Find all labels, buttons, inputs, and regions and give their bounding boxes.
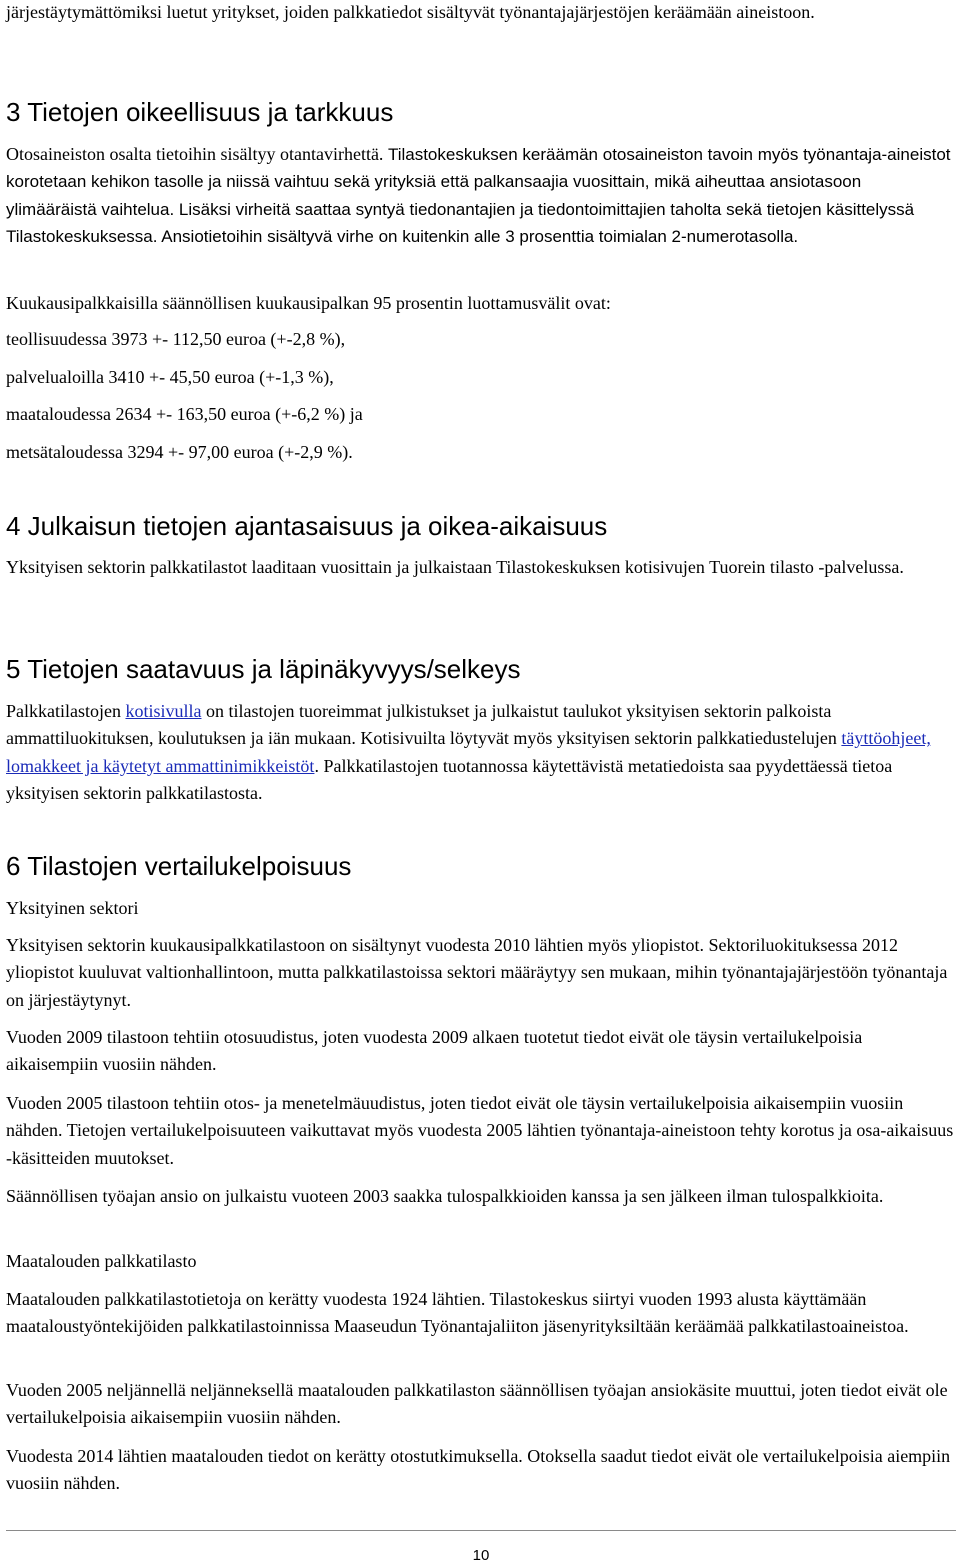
section-5-text-c: . Palkkatilastojen tuotannossa käytettävistä metatiedoista saa pyydettäessä tietoa yksityisen sektorin palkkatilastosta.	[6, 755, 893, 804]
page-number: 10	[472, 1547, 490, 1564]
agriculture-paragraph-3: Vuodesta 2014 lähtien maatalouden tiedot on kerätty otostutkimuksella. Otoksella saadut tiedot eivät ole vertailukelpoisia aiempiin vuosiin nähden.	[6, 1446, 951, 1494]
agriculture-paragraph-2: Vuoden 2005 neljännellä neljänneksellä maatalouden palkkatilaston säännöllisen työajan ansiokäsite muuttui, joten tiedot eivät ole vertailukelpoisia aikaisempiin vuosiin nähden.	[6, 1380, 948, 1428]
confidence-interval-services: palvelualoilla 3410 +- 45,50 euroa (+-1,3 %),	[6, 367, 334, 387]
section-3-paragraph-1	[6, 141, 956, 251]
confidence-interval-forestry: metsätaloudessa 3294 +- 97,00 euroa (+-2,9 %).	[6, 442, 353, 462]
section-4-paragraph: Yksityisen sektorin palkkatilastot laaditaan vuosittain ja julkaistaan Tilastokeskuksen kotisivujen Tuorein tilasto -palvelussa.	[6, 557, 904, 577]
subheading-agriculture-wages: Maatalouden palkkatilasto	[6, 1251, 197, 1271]
footer-divider	[6, 1530, 956, 1531]
confidence-interval-agriculture: maataloudessa 2634 +- 163,50 euroa (+-6,2 %) ja	[6, 404, 363, 424]
agriculture-paragraph-1: Maatalouden palkkatilastotietoja on kerätty vuodesta 1924 lähtien. Tilastokeskus siirtyi vuoden 1993 alusta käyttämään maataloustyöntekijöiden palkkatilastoinnissa Maaseudun Työnantajaliiton jäsenyrityksiltään keräämää palkkatilastoaineistoa.	[6, 1289, 909, 1337]
section-5-paragraph	[6, 698, 956, 808]
section-5-heading: 5 Tietojen saatavuus ja läpinäkyvyys/selkeys	[6, 654, 521, 684]
instructions-forms-link[interactable]: täyttöohjeet, lomakkeet ja käytetyt ammattinimikkeistöt	[6, 728, 931, 776]
confidence-intervals-intro: Kuukausipalkkaisilla säännöllisen kuukausipalkan 95 prosentin luottamusvälit ovat:	[6, 293, 611, 313]
confidence-interval-industry: teollisuudessa 3973 +- 112,50 euroa (+-2,8 %),	[6, 329, 346, 349]
accuracy-details-text: Tilastokeskuksen keräämän otosaineiston tavoin myös työnantaja-aineistot korotetaan kehikon tasolle ja niissä vaihtuu sekä yrityksiä että palkansaajia vuosittain, mikä aiheuttaa ansiotasoon ylimääräistä vaihtelua. Lisäksi virheitä saattaa syntyä tiedonantajien ja tiedontoimittajien taholta sekä tietojen käsittelyssä Tilastokeskuksessa. Ansiotietoihin sisältyvä virhe on kuitenkin alle 3 prosenttia toimialan 2-numerotasolla.	[6, 145, 951, 247]
section-6-heading: 6 Tilastojen vertailukelpoisuus	[6, 851, 352, 881]
sampling-error-sentence: Otosaineiston osalta tietoihin sisältyy otantavirhettä.	[6, 144, 388, 164]
section-5-text-a: Palkkatilastojen	[6, 701, 126, 721]
private-sector-paragraph-4: Säännöllisen työajan ansio on julkaistu vuoteen 2003 saakka tulospalkkioiden kanssa ja sen jälkeen ilman tulospalkkioita.	[6, 1186, 884, 1206]
subheading-private-sector: Yksityinen sektori	[6, 898, 139, 918]
section-5-text-b: on tilastojen tuoreimmat julkistukset ja julkaistut taulukot yksityisen sektorin palkoista ammattiluokituksen, koulutuksen ja iän mukaan. Kotisivuilta löytyvät myös yksityisen sektorin palkkatiedustelujen	[6, 701, 842, 749]
homepage-link[interactable]: kotisivulla	[125, 701, 202, 721]
section-4-heading: 4 Julkaisun tietojen ajantasaisuus ja oikea-aikaisuus	[6, 511, 608, 541]
private-sector-paragraph-2: Vuoden 2009 tilastoon tehtiin otosuudistus, joten vuodesta 2009 alkaen tuotetut tiedot eivät ole täysin vertailukelpoisia aikaisempiin vuosiin nähden.	[6, 1027, 863, 1075]
private-sector-paragraph-3: Vuoden 2005 tilastoon tehtiin otos- ja menetelmäuudistus, joten tiedot eivät ole täysin vertailukelpoisia aikaisempiin vuosiin nähden. Tietojen vertailukelpoisuuteen vaikuttavat myös vuodesta 2005 lähtien työnantaja-aineistoon tehty korotus ja osa-aikaisuus -käsitteiden muutokset.	[6, 1093, 954, 1168]
section-3-heading: 3 Tietojen oikeellisuus ja tarkkuus	[6, 97, 394, 127]
intro-paragraph: järjestäytymättömiksi luetut yritykset, joiden palkkatiedot sisältyvät työnantajajärjestöjen keräämään aineistoon.	[6, 2, 815, 22]
private-sector-paragraph-1: Yksityisen sektorin kuukausipalkkatilastoon on sisältynyt vuodesta 2010 lähtien myös yliopistot. Sektoriluokituksessa 2012 yliopistot kuuluvat valtionhallintoon, mutta palkkatilastoissa sektori määräytyy sen mukaan, mihin työnantajajärjestöön työnantaja on järjestäytynyt.	[6, 935, 948, 1010]
